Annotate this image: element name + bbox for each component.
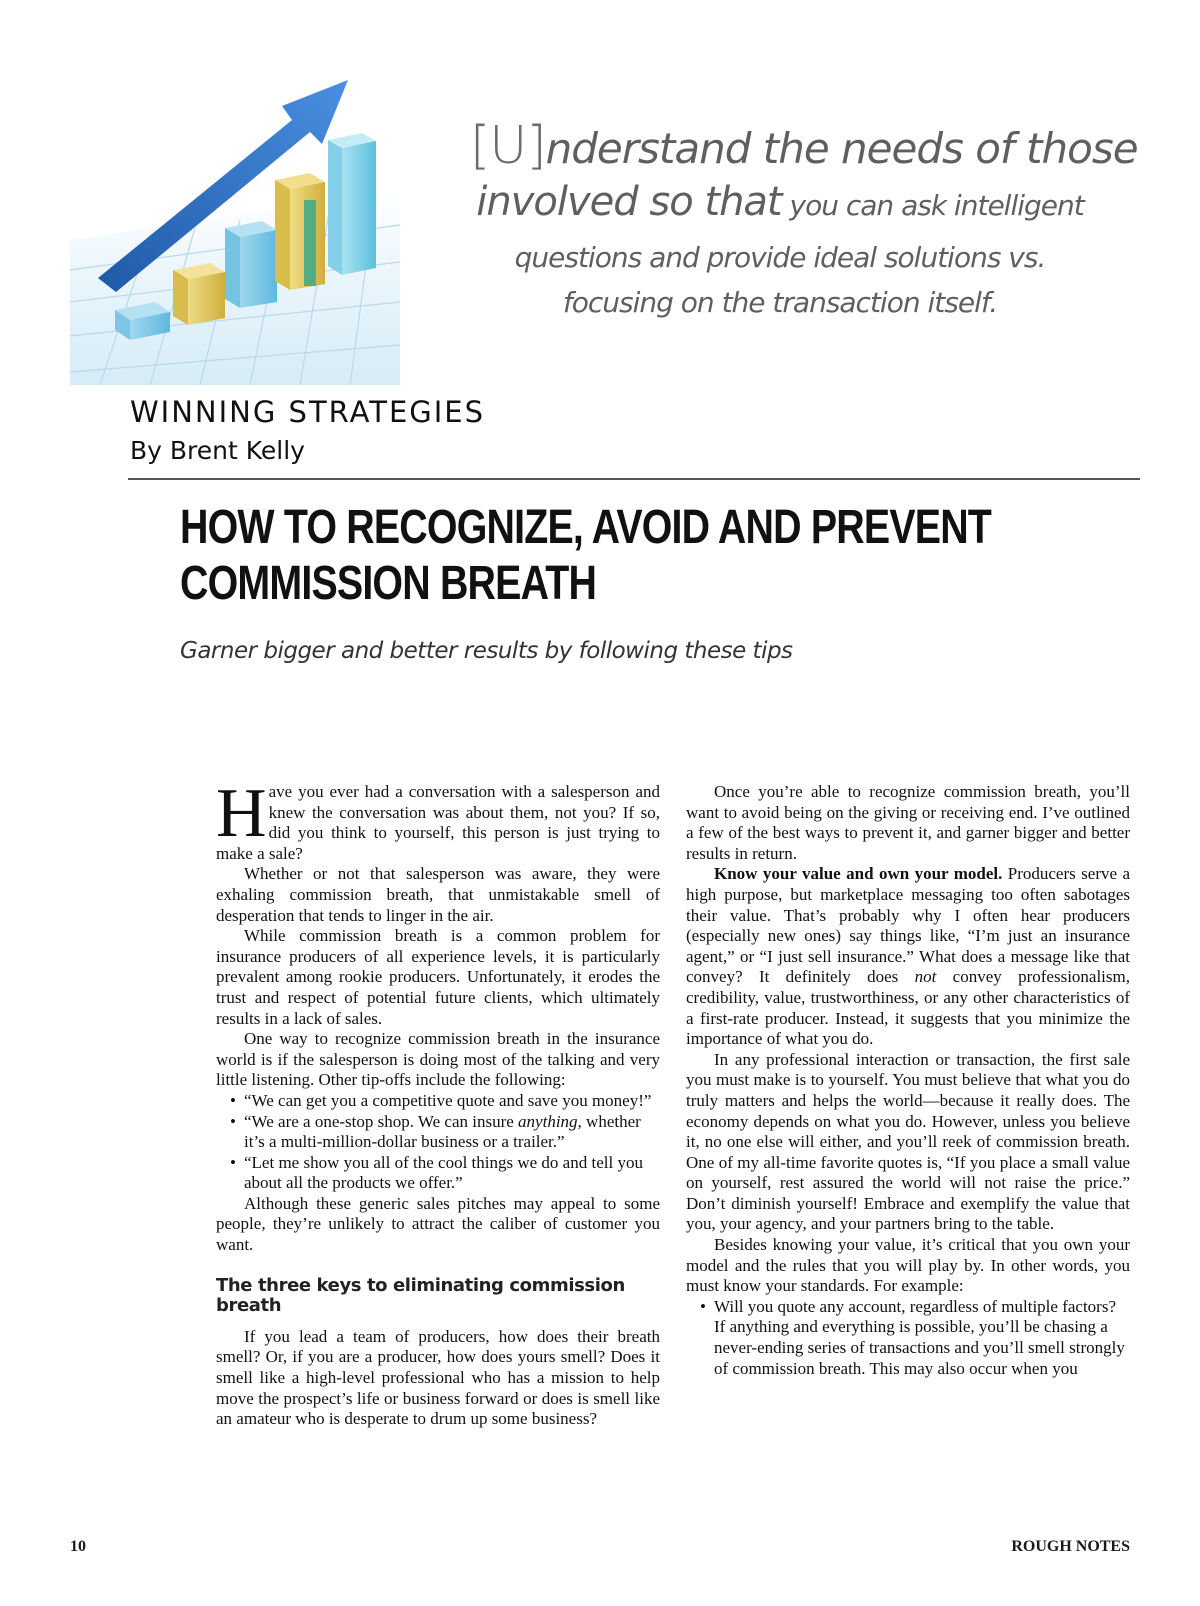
pull-quote-line-3: questions and provide ideal solutions vs. (514, 241, 1046, 274)
tip-off-list (216, 1091, 660, 1194)
list-item (244, 1112, 660, 1153)
pull-quote-bracket-close: ] (526, 116, 546, 176)
section-heading: The three keys to eliminating commission breath (216, 1274, 625, 1317)
pull-quote-line-2-small: you can ask intelligent (781, 189, 1084, 222)
list-item: • “Let me show you all of the cool things we do and tell you about all the products we offer.” (244, 1153, 660, 1194)
paragraph-lead-in: Know your value and own your model. (714, 864, 1003, 884)
pull-quote-line-4: focusing on the transaction itself. (562, 286, 998, 319)
body-column-left (216, 775, 660, 1430)
paragraph: Whether or not that salesperson was aware, they were exhaling commission breath, that unmistakable smell of desperation that tends to linger in the air. (216, 864, 660, 925)
growth-chart-illustration (70, 40, 400, 385)
emphasis: not (914, 967, 937, 987)
article-subhead: Garner bigger and better results by following these tips (180, 638, 793, 664)
headline-line-2: COMMISSION BREATH (180, 557, 597, 610)
paragraph: In any professional interaction or transaction, the first sale you must make is to yourself. You must believe that what you do truly matters and helps the world—because it really does. The economy depends on what you do. However, unless you believe it, no one else will either, and you’ll reek of commission breath. One of my all-time favorite quotes is, “If you place a small value on yourself, rest assured the world will not raise the price.” Don’t diminish yourself! Embrace and exemplify the value that you, your agency, and your partners bring to the table. (686, 1049, 1130, 1234)
headline-line-1: HOW TO RECOGNIZE, AVOID AND PREVENT (180, 501, 992, 554)
paragraph-text: Producers serve a high purpose, but marketplace messaging too often sabotages their value. That’s probably why I often hear producers (especially new ones) say things like, “I’m just an insurance agent,” or “I just sell insurance.” What does a message like that convey? It definitely does (686, 864, 1130, 987)
paragraph: One way to recognize commission breath in the insurance world is if the salesperson is doing most of the talking and very little listening. Other tip-offs include the following: (216, 1029, 660, 1090)
article-headline (180, 500, 1082, 612)
pull-quote-line-1-text: nderstand the needs of those (545, 124, 1138, 173)
emphasis: anything, (518, 1111, 582, 1131)
paragraph: Once you’re able to recognize commission breath, you’ll want to avoid being on the giving or receiving end. I’ve outlined a few of the best ways to prevent it, and garner bigger and better results in return. (686, 782, 1130, 863)
body-column-right (686, 782, 1130, 1379)
department-heading: WINNING STRATEGIES (130, 395, 486, 429)
header-divider (128, 478, 1140, 480)
pull-quote (430, 116, 1138, 325)
pull-quote-initial: U (489, 116, 527, 176)
pull-quote-bracket-open: [ (470, 116, 490, 176)
list-item-text: “We are a one-stop shop. We can insure (244, 1111, 519, 1131)
paragraph-text: ave you ever had a conversation with a salesperson and knew the conversation was about them, not you? If so, did you think to yourself, this person is just trying to make a sale? (216, 782, 660, 863)
pull-quote-line-2-large: involved so that (476, 179, 782, 225)
paragraph (686, 864, 1130, 1049)
pull-quote-line-2 (430, 177, 1130, 235)
page-number: 10 (70, 1538, 86, 1555)
paragraph: If you lead a team of producers, how does their breath smell? Or, if you are a producer, how does yours smell? Does it smell like a high-level professional who has a mission to help move the prospect’s life or business forward or does is smell like an amateur who is desperate to drum up some business? (216, 1326, 660, 1429)
pull-quote-line-1 (470, 116, 1138, 177)
publication-name: ROUGH NOTES (1011, 1538, 1130, 1555)
paragraph-text: convey professionalism, credibility, value, trustworthiness, or any other characteristics of a first-rate producer. Instead, it suggests that you minimize the importance of what you do. (686, 967, 1130, 1049)
standards-list (686, 1297, 1130, 1379)
drop-cap: H (216, 775, 267, 852)
paragraph: Although these generic sales pitches may appeal to some people, they’re unlikely to attract the caliber of customer you want. (216, 1193, 660, 1255)
byline: By Brent Kelly (130, 436, 305, 465)
paragraph (216, 775, 660, 864)
list-item-text: whether it’s a multi-million-dollar business or a trailer.” (244, 1111, 641, 1152)
paragraph: While commission breath is a common problem for insurance producers of all experience levels, it is particularly prevalent among rookie producers. Unfortunately, it erodes the trust and respect of potential future clients, which ultimately results in a lack of sales. (216, 926, 660, 1028)
list-item: • “We can get you a competitive quote and save you money!” (244, 1091, 660, 1112)
list-item: • Will you quote any account, regardless of multiple factors? If anything and everything is possible, you’ll be chasing a never-ending series of transactions and you’ll smell strongly of commission breath. This may also occur when you (714, 1297, 1130, 1379)
paragraph: Besides knowing your value, it’s critical that you own your model and the rules that you will play by. In other words, you must know your standards. For example: (686, 1235, 1130, 1296)
